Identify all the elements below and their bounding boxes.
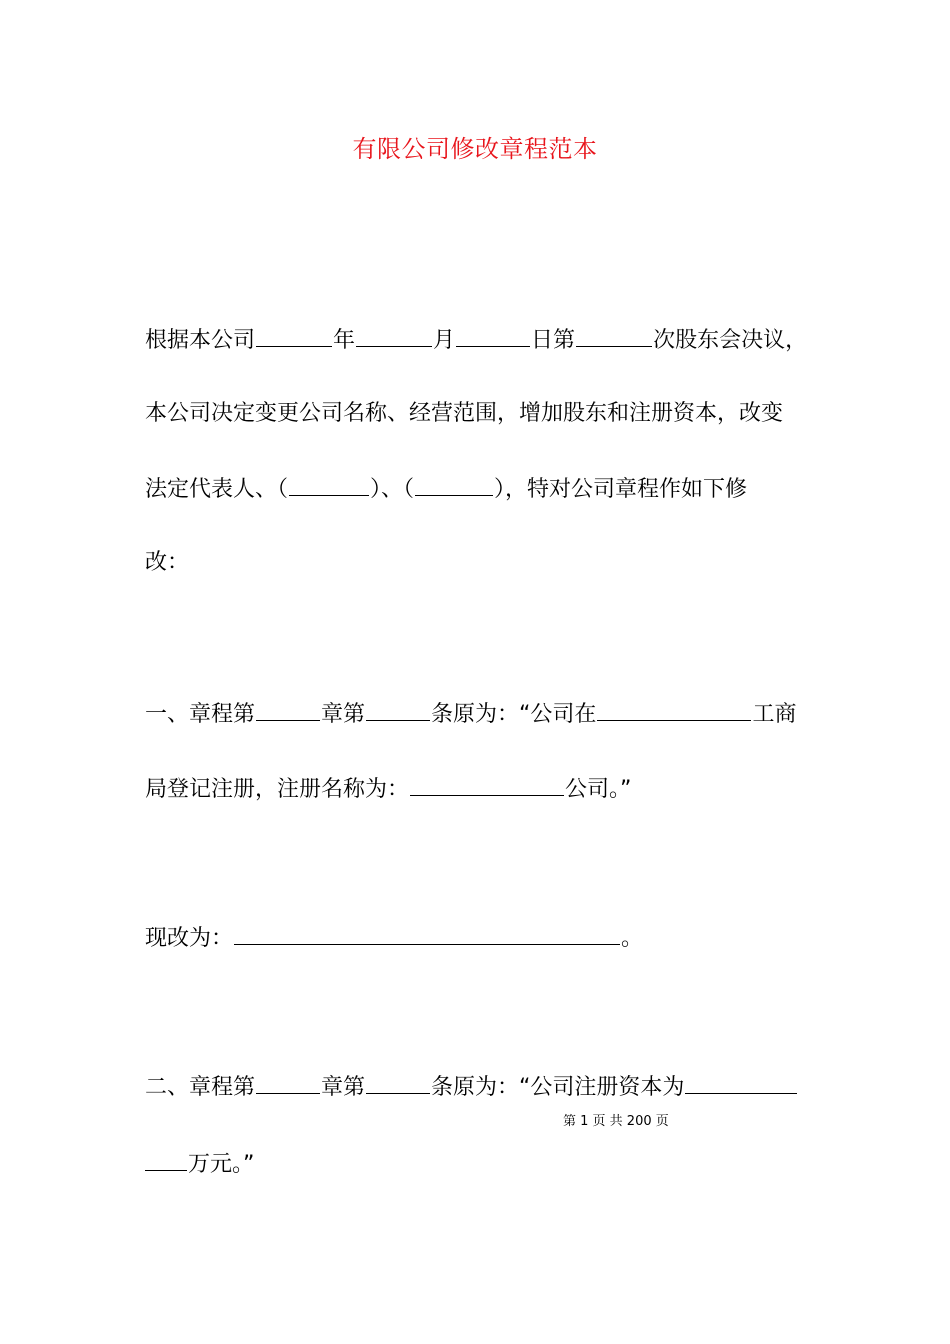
text: 现改为：	[145, 926, 234, 951]
document-title: 有限公司修改章程范本	[352, 135, 598, 163]
text: 章第	[321, 702, 366, 727]
intro-line-2: 本公司决定变更公司名称、经营范围，增加股东和注册资本，改变	[145, 401, 784, 426]
intro-line-3	[145, 471, 747, 507]
text: ）、（	[370, 477, 415, 502]
blank-meeting-number	[576, 322, 652, 347]
text: 。	[621, 926, 644, 951]
text: 二、章程第	[145, 1075, 256, 1100]
text: ），特对公司章程作如下修	[494, 477, 748, 502]
blank-capital-amount-cont	[145, 1146, 187, 1171]
text: 万元。”	[188, 1152, 255, 1177]
text: 次股东会决议，	[653, 328, 808, 353]
item1-now-line	[145, 920, 643, 956]
blank-capital-amount	[685, 1069, 797, 1094]
text: 日第	[531, 328, 576, 353]
item1-line-2	[145, 771, 631, 807]
page-footer: 第 1 页 共 200 页	[563, 1114, 669, 1129]
blank-article	[366, 1069, 430, 1094]
text: 一、章程第	[145, 702, 256, 727]
blank-month	[356, 322, 432, 347]
text: 月	[433, 328, 456, 353]
text: 章第	[321, 1075, 366, 1100]
text: 局登记注册，注册名称为：	[145, 777, 410, 802]
blank-year	[256, 322, 332, 347]
blank-company-name	[410, 771, 564, 796]
blank-new-content	[234, 920, 620, 945]
text: 根据本公司	[145, 328, 256, 353]
text: 条原为：“公司注册资本为	[431, 1075, 685, 1100]
blank-chapter	[256, 1069, 320, 1094]
text: 法定代表人、（	[145, 477, 289, 502]
text: 年	[333, 328, 356, 353]
blank-chapter	[256, 696, 320, 721]
blank-item-a	[289, 471, 369, 496]
text: 条原为：“公司在	[431, 702, 597, 727]
item2-line-2	[145, 1146, 254, 1182]
text: 公司。”	[565, 777, 632, 802]
text: 工商	[752, 702, 797, 727]
intro-line-4: 改：	[145, 550, 190, 575]
blank-item-b	[415, 471, 493, 496]
blank-registration-place	[597, 696, 751, 721]
intro-line-1	[145, 322, 807, 358]
blank-article	[366, 696, 430, 721]
item1-line-1	[145, 696, 796, 732]
item2-line-1	[145, 1069, 798, 1105]
blank-day	[456, 322, 530, 347]
